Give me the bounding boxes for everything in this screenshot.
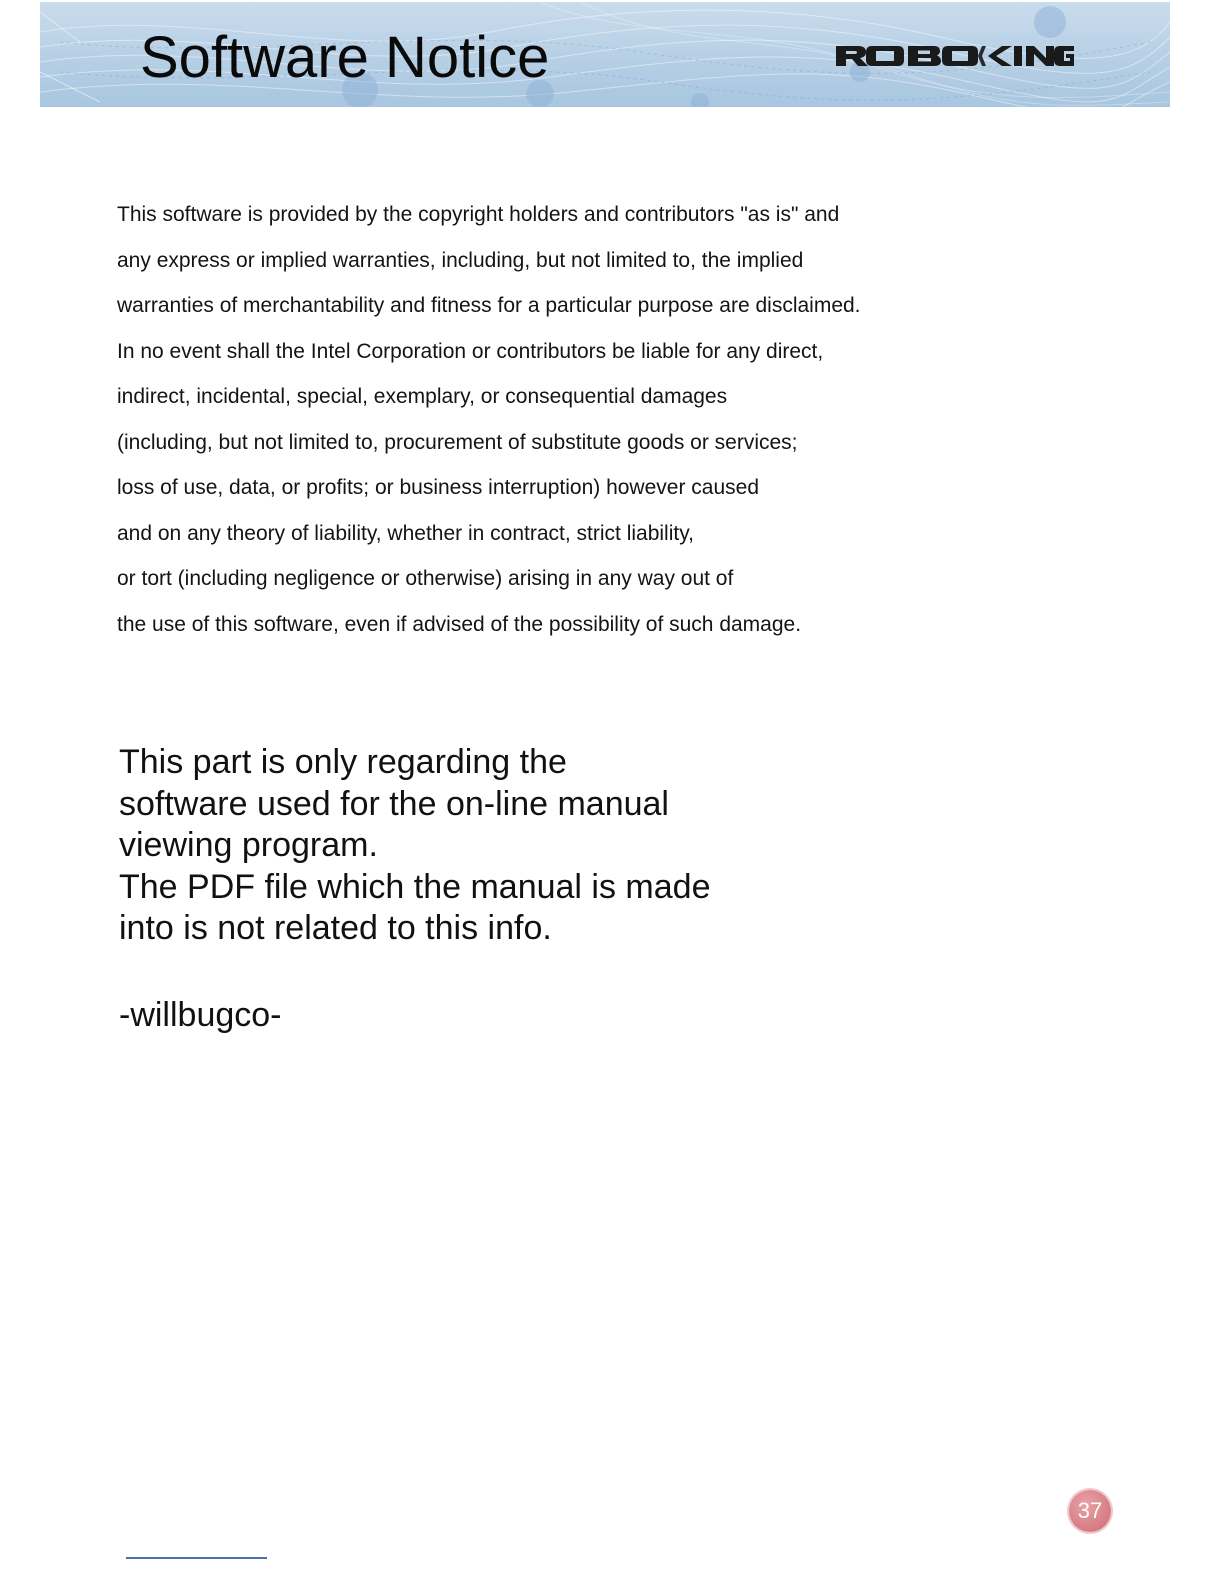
note-signature: -willbugco- xyxy=(119,996,282,1034)
notice-line: indirect, incidental, special, exemplary, or consequential damages xyxy=(117,385,728,408)
note-line: The PDF file which the manual is made xyxy=(119,867,711,906)
note-line: viewing program. xyxy=(119,826,378,865)
page-title: Software Notice xyxy=(140,25,550,90)
note-line: into is not related to this info. xyxy=(119,909,552,948)
notice-line: In no event shall the Intel Corporation or contributors be liable for any direct, xyxy=(117,339,824,363)
roboking-logo xyxy=(836,40,1076,70)
note-line: software used for the on-line manual xyxy=(119,784,669,823)
notice-line: warranties of merchantability and fitness for a particular purpose are disclaimed. xyxy=(117,294,861,317)
uploader-note xyxy=(119,742,819,950)
note-line: This part is only regarding the xyxy=(119,743,567,781)
footer-divider xyxy=(126,1557,267,1559)
notice-line: or tort (including negligence or otherwise) arising in any way out of xyxy=(117,567,734,590)
page-number-badge: 37 xyxy=(1069,1490,1111,1532)
notice-line: loss of use, data, or profits; or business interruption) however caused xyxy=(117,476,759,499)
notice-line: the use of this software, even if advised of the possibility of such damage. xyxy=(117,612,802,636)
notice-line: (including, but not limited to, procurement of substitute goods or services; xyxy=(117,430,798,454)
notice-line: This software is provided by the copyright holders and contributors "as is" and xyxy=(117,203,840,226)
notice-line: and on any theory of liability, whether in contract, strict liability, xyxy=(117,521,694,545)
notice-line: any express or implied warranties, including, but not limited to, the implied xyxy=(117,248,804,272)
software-notice-text xyxy=(117,192,997,647)
header-banner xyxy=(40,2,1170,107)
